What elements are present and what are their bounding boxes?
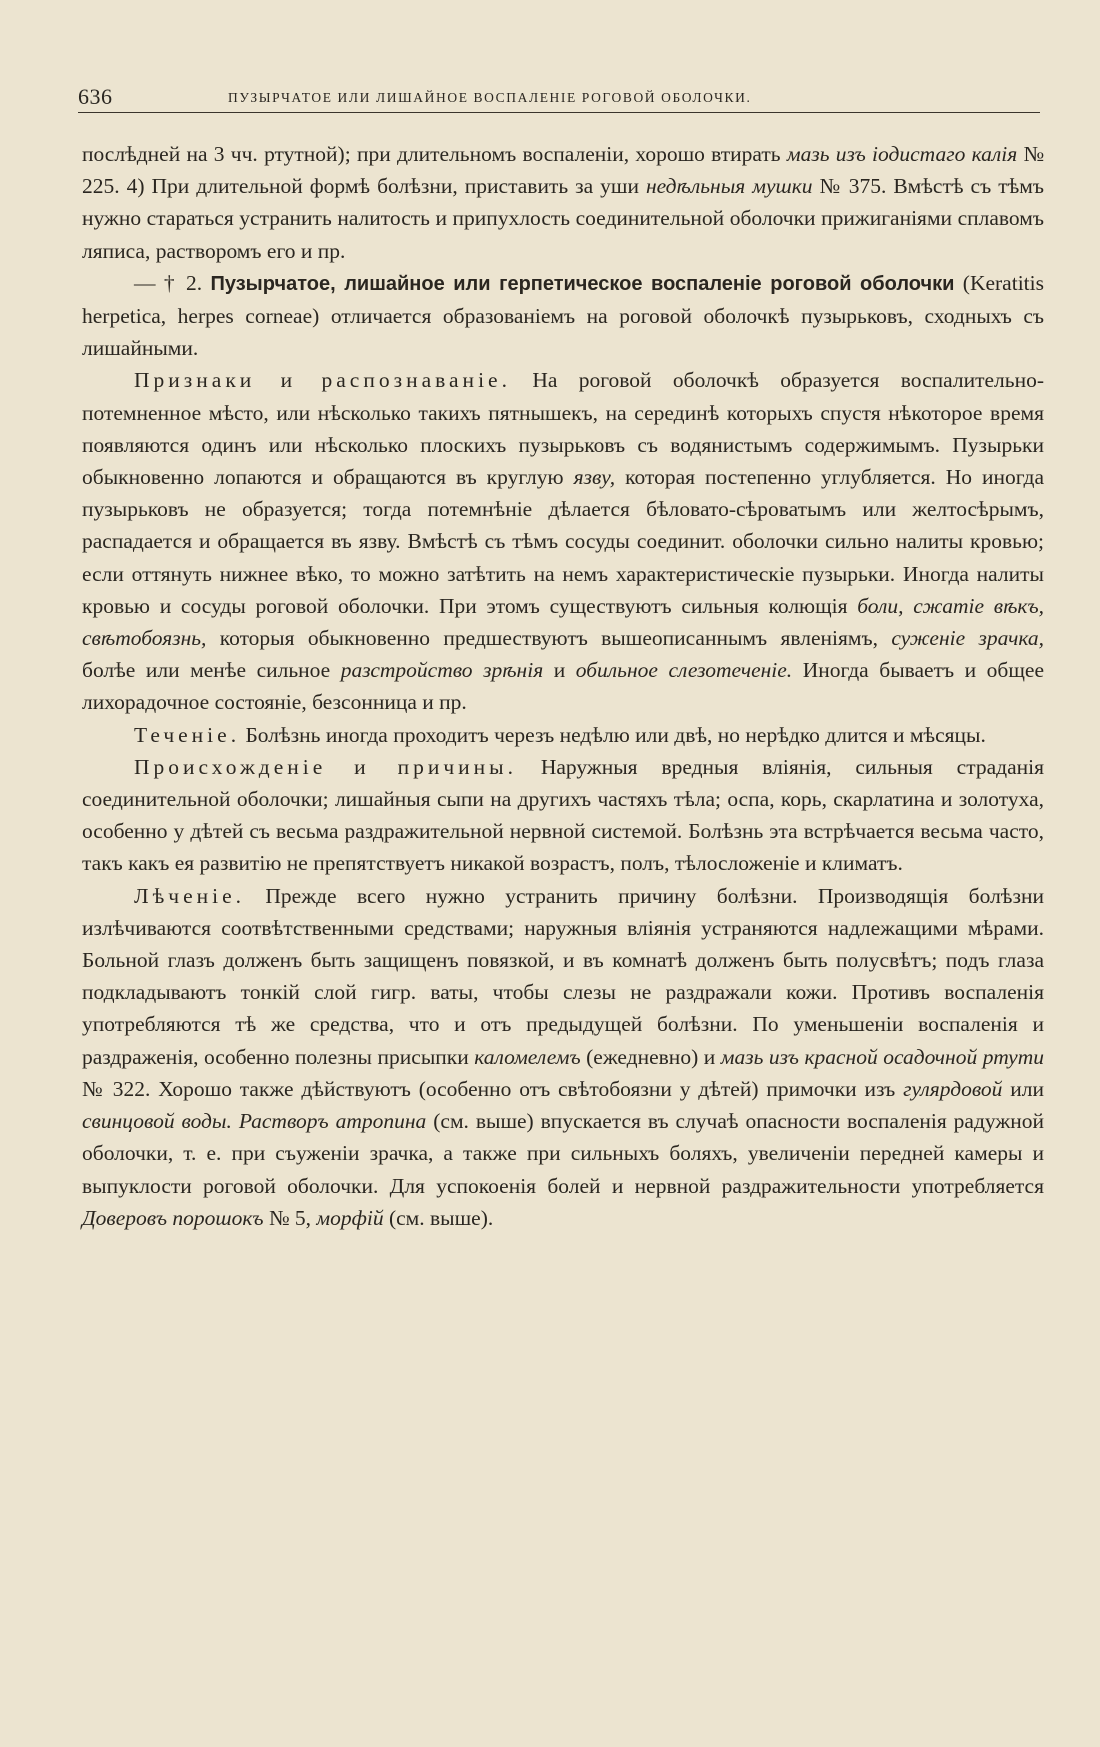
text-run: болѣе или менѣе сильное	[82, 658, 341, 683]
subsection-label: Происхожденіе и причины.	[134, 754, 517, 779]
text-run: № 225. 4) При длительной формѣ болѣзни, приставить за уши	[82, 142, 1044, 199]
italic-term: мазь изъ красной осадочной ртути	[720, 1044, 1045, 1069]
text-run: (ежедневно) и	[580, 1044, 721, 1069]
paragraph-treatment	[82, 880, 1044, 1234]
italic-term: разстройство зрѣнія	[340, 658, 544, 683]
section-number: — † 2.	[134, 270, 211, 295]
subsection-label: Теченіе.	[134, 722, 241, 747]
italic-term: недѣльныя мушки	[645, 174, 813, 199]
section-title: Пузырчатое, лишайное или герпетическое воспаленіе роговой оболочки	[210, 272, 955, 295]
paragraph-course	[82, 719, 1044, 751]
text-run: На роговой оболочкѣ образуется воспалительно-потемненное мѣсто, или нѣсколько такихъ пятнышекъ, на серединѣ которыхъ спустя нѣкоторое время появляются одинъ или нѣсколько плоскихъ пузырьковъ съ водянистымъ содержимымъ. Пузырьки обыкновенно лопаются и обращаются въ круглую	[82, 368, 1044, 490]
italic-term: Доверовъ порошокъ	[82, 1205, 264, 1230]
text-run: № 322. Хорошо также дѣйствуютъ (особенно отъ свѣтобоязни у дѣтей) примочки изъ	[82, 1076, 904, 1101]
text-run: Иногда бываетъ и общее лихорадочное состояніе, безсонница и пр.	[82, 658, 1045, 715]
text-run: послѣдней на 3 чч. ртутной); при длительномъ воспаленіи, хорошо втирать	[82, 142, 787, 166]
text-run: которыя обыкновенно предшествуютъ вышеописаннымъ явленіямъ,	[206, 626, 892, 651]
paragraph-signs	[82, 364, 1044, 718]
page-header	[78, 84, 1040, 113]
text-run: (см. выше).	[383, 1205, 494, 1230]
text-run: (см. выше) впускается въ случаѣ опасности воспаленія радужной оболочки, т. е. при съуженіи зрачка, а также при сильныхъ боляхъ, увеличеніи передней камеры и выпуклости роговой оболочки. Для успокоенія болей и нервной раздражительности употребляется	[82, 1109, 1045, 1198]
text-run: которая постепенно углубляется. Но иногда пузырьковъ не образуется; тогда потемнѣніе дѣлается бѣловато-сѣроватымъ или желтосѣрымъ, распадается и обращается въ язву. Вмѣстѣ съ тѣмъ сосуды соединит. оболочки сильно налиты кровью; если оттянуть нижнее вѣко, то можно затѣтить на немъ характеристическіе пузырьки. Иногда налиты кровью и сосуды роговой оболочки. При этомъ существуютъ сильныя колющія	[82, 465, 1044, 618]
italic-term: боли, сжатіе вѣкъ, свѣтобоязнь,	[82, 593, 1045, 651]
subsection-label: Признаки и распознаваніе.	[134, 368, 511, 393]
text-run: и	[543, 658, 576, 683]
running-title: ПУЗЫРЧАТОЕ ИЛИ ЛИШАЙНОЕ ВОСПАЛЕНІЕ РОГОВОЙ ОБОЛОЧКИ.	[228, 90, 752, 105]
paragraph-continuation	[82, 138, 1044, 267]
text-run: Болѣзнь иногда проходитъ черезъ недѣлю или двѣ, но нерѣдко длится и мѣсяцы.	[240, 722, 986, 747]
italic-term: мазь изъ іодистаго калія	[786, 142, 1018, 166]
paragraph-origin	[82, 751, 1044, 880]
section-heading-paragraph	[82, 267, 1044, 365]
italic-term: язву,	[573, 465, 616, 490]
text-run: Прежде всего нужно устранить причину болѣзни. Производящія болѣзни излѣчиваются соотвѣтственными средствами; наружныя вліянія устраняются надлежащими мѣрами. Больной глазъ долженъ быть защищенъ повязкой, и въ комнатѣ долженъ быть полусвѣтъ; подъ глаза подкладываютъ тонкій слой гигр. ваты, чтобы слезы не раздражали кожи. Противъ воспаленія употребляются тѣ же средства, что и отъ предыдущей болѣзни. По уменьшеніи воспаленія и раздраженія, особенно полезны присыпки	[82, 883, 1044, 1069]
text-run: Наружныя вредныя вліянія, сильныя страданія соединительной оболочки; лишайныя сыпи на другихъ частяхъ тѣла; оспа, корь, скарлатина и золотуха, особенно у дѣтей съ весьма раздражительной нервной системой. Болѣзнь эта встрѣчается весьма часто, такъ какъ ея развитію не препятствуетъ никакой возрастъ, полъ, тѣлосложеніе и климатъ.	[82, 754, 1045, 876]
subsection-label: Лѣченіе.	[134, 883, 246, 908]
page-body	[82, 138, 1044, 1234]
italic-term: морфій	[316, 1205, 384, 1230]
italic-term: гулярдовой	[903, 1076, 1003, 1101]
text-run: (Keratitis herpetica, herpes corneae) отличается образованіемъ на роговой оболочкѣ пузырьковъ, сходныхъ съ лишайными.	[82, 270, 1044, 361]
text-run: или	[1002, 1076, 1044, 1101]
italic-term: свинцовой воды. Растворъ атропина	[82, 1109, 427, 1134]
text-run: № 375. Вмѣстѣ съ тѣмъ нужно стараться устранить налитость и припухлость соединительной оболочки прижиганіями сплавомъ ляписа, растворомъ его и пр.	[82, 174, 1044, 263]
italic-term: каломелемъ	[474, 1044, 581, 1069]
italic-term: обильное слезотеченіе.	[575, 658, 793, 683]
page-number: 636	[78, 84, 113, 109]
italic-term: суженіе зрачка,	[891, 626, 1044, 651]
text-run: № 5,	[263, 1205, 317, 1230]
